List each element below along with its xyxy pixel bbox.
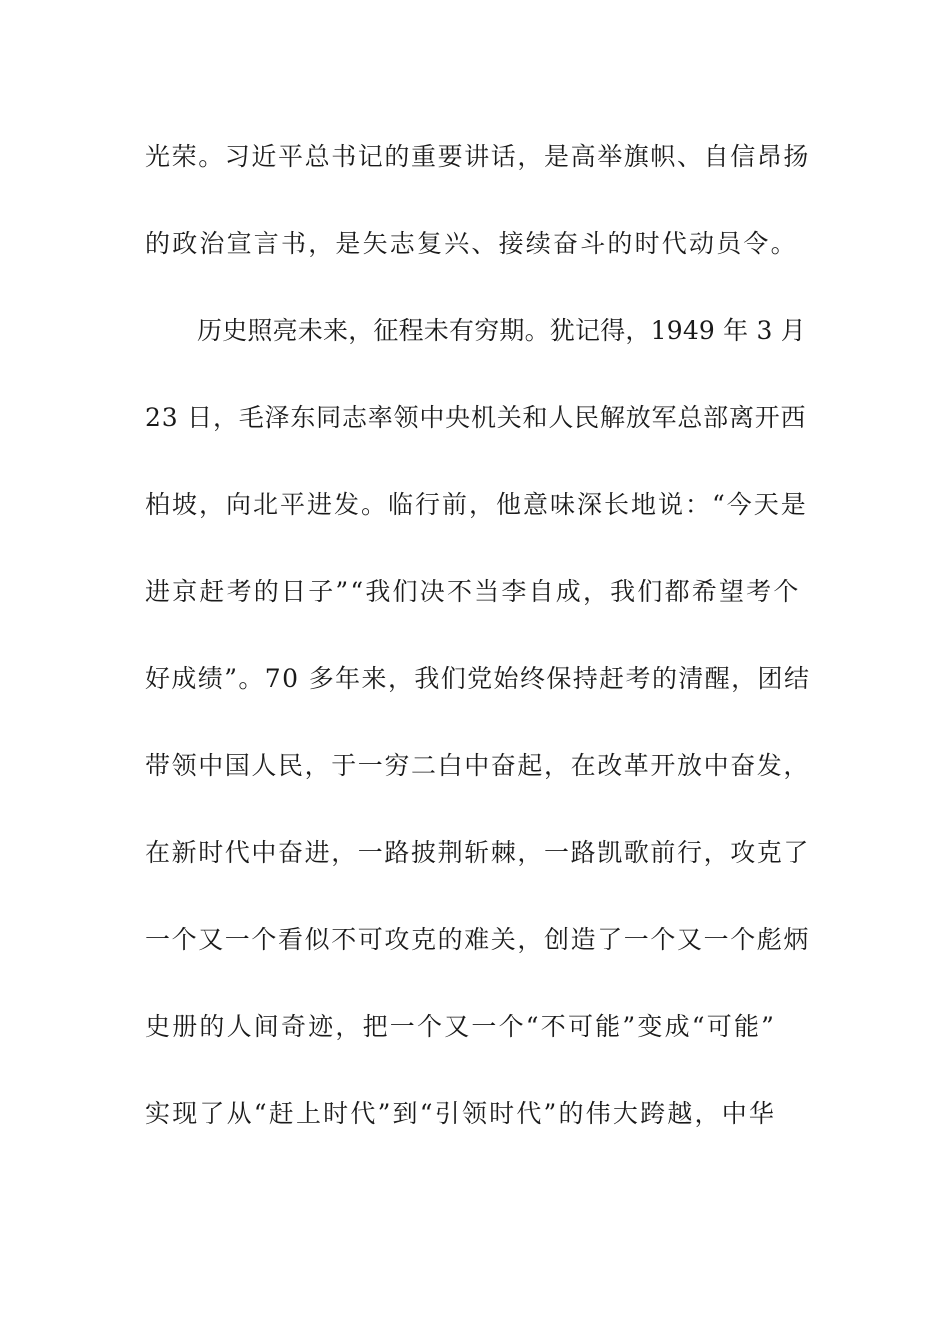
text-line: 的政治宣言书，是矢志复兴、接续奋斗的时代动员令。 <box>145 229 798 258</box>
text-line: 好成绩”。70 多年来，我们党始终保持赶考的清醒，团结 <box>145 664 811 693</box>
text-line: 一个又一个看似不可攻克的难关，创造了一个又一个彪炳 <box>145 925 811 954</box>
paragraph-first-line: 历史照亮未来，征程未有穷期。犹记得，1949 年 3 月 <box>197 316 806 345</box>
text-line: 实现了从“赶上时代”到“引领时代”的伟大跨越，中华 <box>145 1099 777 1128</box>
text-line: 23 日，毛泽东同志率领中央机关和人民解放军总部离开西 <box>145 403 807 432</box>
body-text <box>145 132 810 1176</box>
text-line: 史册的人间奇迹，把一个又一个“不可能”变成“可能” <box>145 1012 777 1041</box>
text-line: 在新时代中奋进，一路披荆斩棘，一路凯歌前行，攻克了 <box>145 838 811 867</box>
text-line: 光荣。习近平总书记的重要讲话，是高举旗帜、自信昂扬 <box>145 142 811 171</box>
text-line: 进京赶考的日子”“我们决不当李自成，我们都希望考个 <box>145 577 801 606</box>
text-line: 柏坡，向北平进发。临行前，他意味深长地说：“今天是 <box>145 490 808 519</box>
text-line: 带领中国人民，于一穷二白中奋起，在改革开放中奋发， <box>145 751 811 780</box>
